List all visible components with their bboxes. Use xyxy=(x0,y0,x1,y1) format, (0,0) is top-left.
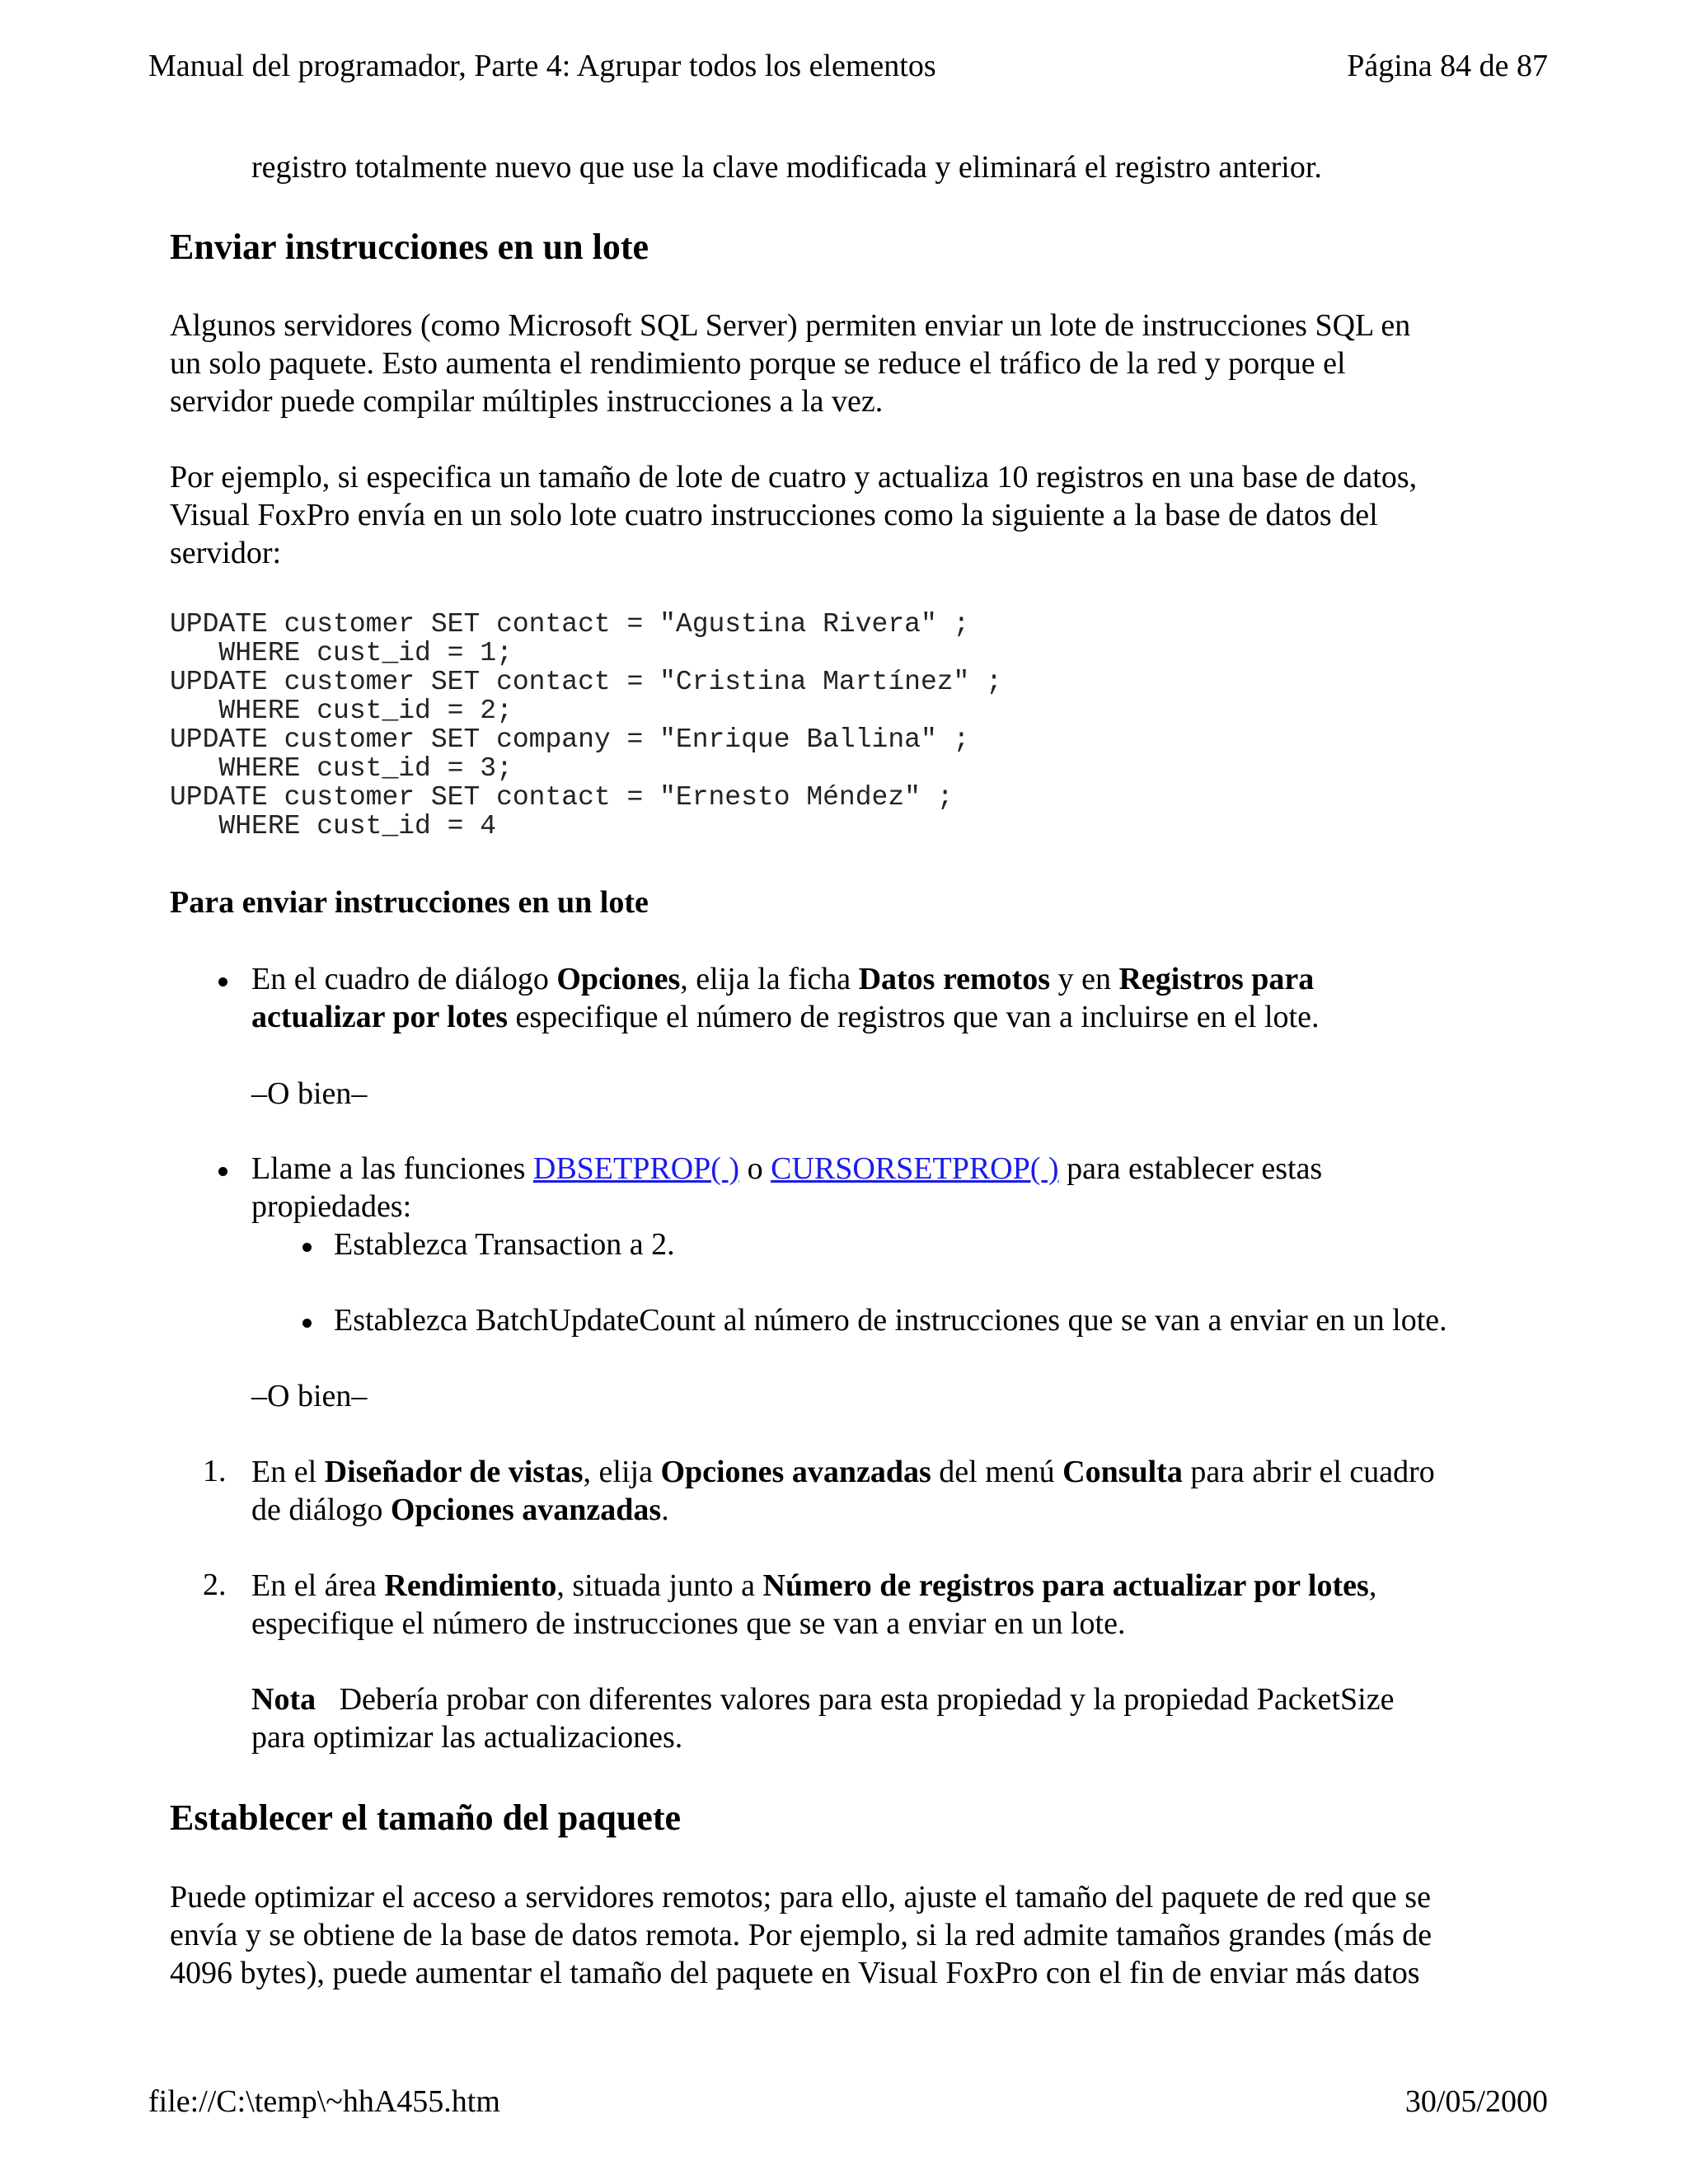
bullet-icon xyxy=(218,1167,227,1176)
step-1-line-1: En el Diseñador de vistas, elija Opciones avanzadas del menú Consulta para abrir el cuadro xyxy=(251,1455,1435,1489)
page-number: Página 84 de 87 xyxy=(1347,49,1548,83)
code-line: WHERE cust_id = 3; xyxy=(170,753,513,784)
paragraph-2-line-1: Por ejemplo, si especifica un tamaño de lote de cuatro y actualiza 10 registros en una base de datos, xyxy=(170,460,1418,494)
code-line: UPDATE customer SET contact = "Agustina Rivera" ; xyxy=(170,609,970,640)
bullet-icon xyxy=(218,977,227,987)
section-2-line-3: 4096 bytes), puede aumentar el tamaño del paquete en Visual FoxPro con el fin de enviar más datos xyxy=(170,1956,1420,1990)
step-1-line-2: de diálogo Opciones avanzadas. xyxy=(251,1493,669,1527)
paragraph-1-line-1: Algunos servidores (como Microsoft SQL Server) permiten enviar un lote de instrucciones SQL en xyxy=(170,308,1411,343)
dbsetprop-link[interactable]: DBSETPROP( ) xyxy=(532,1151,740,1186)
code-line: UPDATE customer SET company = "Enrique Ballina" ; xyxy=(170,724,970,755)
paragraph-1-line-2: un solo paquete. Esto aumenta el rendimiento porque se reduce el tráfico de la red y porque el xyxy=(170,346,1346,381)
procedure-heading: Para enviar instrucciones en un lote xyxy=(170,885,649,920)
continuation-text: registro totalmente nuevo que use la clave modificada y eliminará el registro anterior. xyxy=(251,150,1322,185)
sub-bullet-2: Establezca BatchUpdateCount al número de instrucciones que se van a enviar en un lote. xyxy=(334,1303,1447,1338)
note-label: Nota xyxy=(251,1682,316,1717)
step-2-line-1: En el área Rendimiento, situada junto a Número de registros para actualizar por lotes, xyxy=(251,1568,1377,1603)
step-2-number: 2. xyxy=(203,1568,227,1602)
footer-date: 30/05/2000 xyxy=(1404,2084,1548,2119)
code-line: UPDATE customer SET contact = "Ernesto Méndez" ; xyxy=(170,782,954,813)
code-line: UPDATE customer SET contact = "Cristina Martínez" ; xyxy=(170,667,1002,697)
code-line: WHERE cust_id = 4 xyxy=(170,811,497,841)
bullet-icon xyxy=(302,1319,312,1328)
or-separator-2: –O bien– xyxy=(251,1379,368,1413)
section-2-line-1: Puede optimizar el acceso a servidores remotos; para ello, ajuste el tamaño del paquete de red que se xyxy=(170,1880,1431,1915)
note-line-2: para optimizar las actualizaciones. xyxy=(251,1720,683,1755)
step-2-line-2: especifique el número de instrucciones que se van a enviar en un lote. xyxy=(251,1606,1126,1641)
code-line: WHERE cust_id = 2; xyxy=(170,696,513,726)
bullet-1-line-1: En el cuadro de diálogo Opciones, elija la ficha Datos remotos y en Registros para xyxy=(251,962,1315,996)
code-line: WHERE cust_id = 1; xyxy=(170,638,513,668)
code-block xyxy=(170,610,1002,841)
paragraph-2-line-3: servidor: xyxy=(170,536,282,570)
step-1-number: 1. xyxy=(203,1454,227,1488)
paragraph-2-line-2: Visual FoxPro envía en un solo lote cuatro instrucciones como la siguiente a la base de datos del xyxy=(170,498,1378,532)
sub-bullet-1: Establezca Transaction a 2. xyxy=(334,1227,675,1262)
section-heading-batch: Enviar instrucciones en un lote xyxy=(170,227,649,267)
section-2-line-2: envía y se obtiene de la base de datos remota. Por ejemplo, si la red admite tamaños grandes (más de xyxy=(170,1918,1432,1952)
or-separator-1: –O bien– xyxy=(251,1076,368,1111)
cursorsetprop-link[interactable]: CURSORSETPROP( ) xyxy=(771,1151,1059,1186)
page-header-title: Manual del programador, Parte 4: Agrupar todos los elementos xyxy=(148,49,936,83)
paragraph-1-line-3: servidor puede compilar múltiples instrucciones a la vez. xyxy=(170,384,884,419)
bullet-2-line-2: propiedades: xyxy=(251,1189,412,1224)
section-heading-packet-size: Establecer el tamaño del paquete xyxy=(170,1797,682,1838)
note-line-1: Nota Debería probar con diferentes valores para esta propiedad y la propiedad PacketSize xyxy=(251,1682,1395,1717)
footer-file-path: file://C:\temp\~hhA455.htm xyxy=(148,2084,500,2119)
bullet-2-line-1: Llame a las funciones DBSETPROP( ) o CURSORSETPROP( ) para establecer estas xyxy=(251,1151,1323,1186)
bullet-icon xyxy=(302,1243,312,1252)
bullet-1-line-2: actualizar por lotes especifique el número de registros que van a incluirse en el lote. xyxy=(251,1000,1320,1034)
